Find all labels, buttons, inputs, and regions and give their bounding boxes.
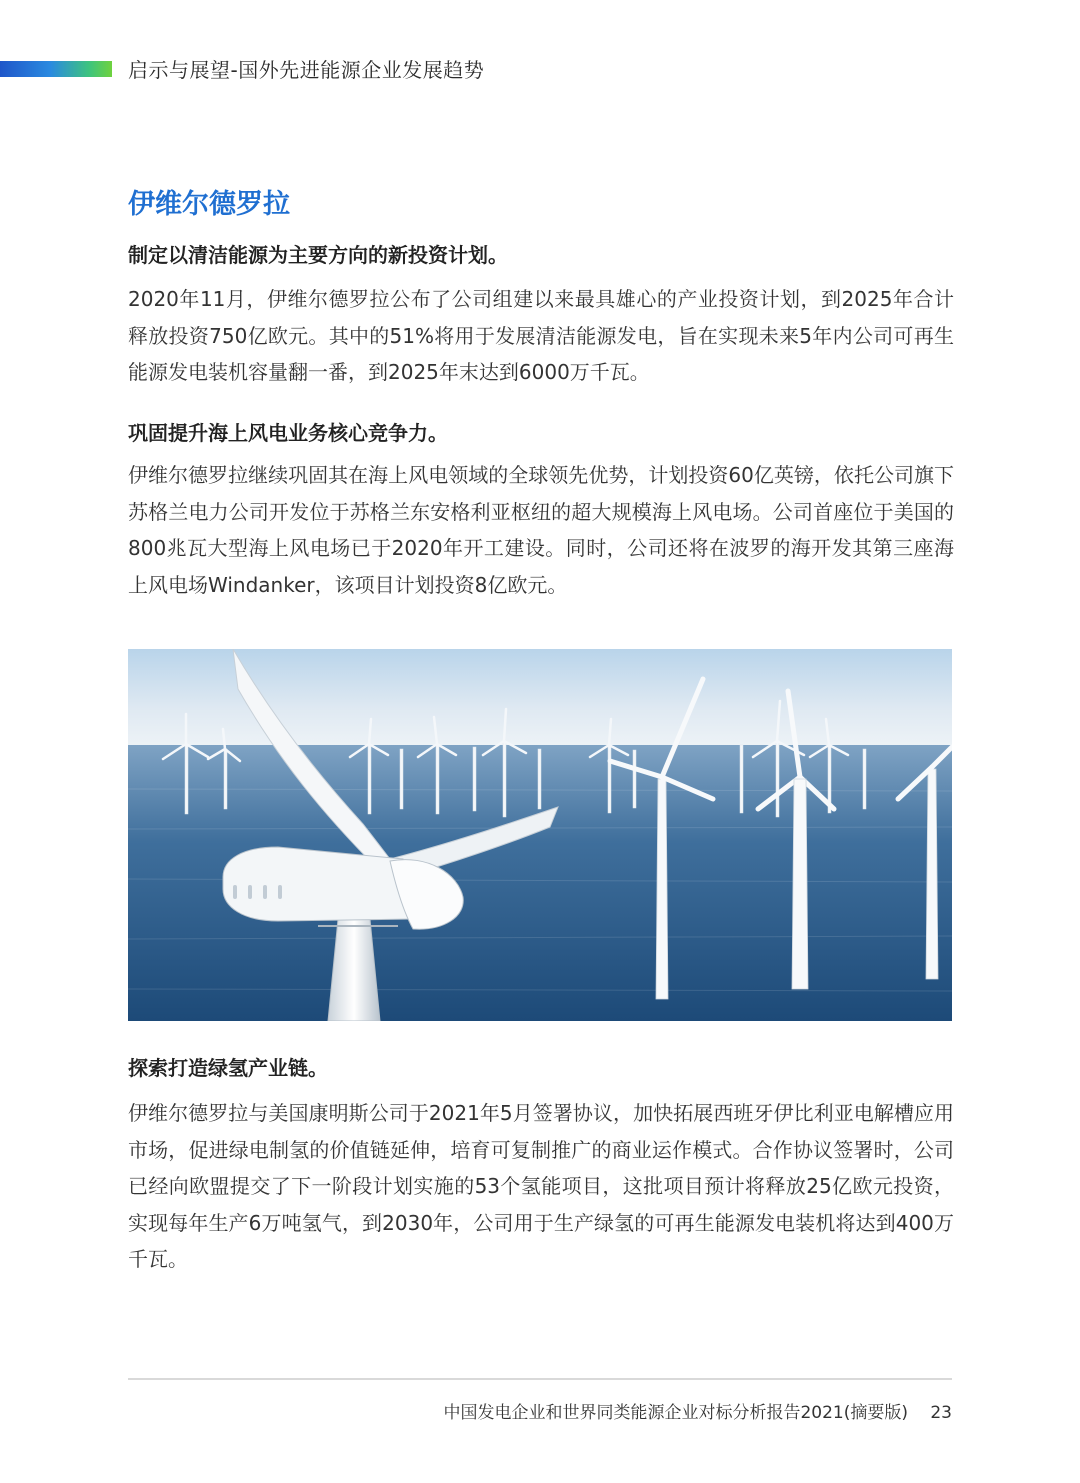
paragraph-investment-plan: 2020年11月，伊维尔德罗拉公布了公司组建以来最具雄心的产业投资计划，到2025年合计释放投资750亿欧元。其中的51%将用于发展清洁能源发电，旨在实现未来5年内公司可再生能源发电装机容量翻一番，到2025年末达到6000万千瓦。: [128, 287, 954, 384]
subheading-offshore-wind: 巩固提升海上风电业务核心竞争力。: [128, 421, 448, 445]
subheading-investment-plan: 制定以清洁能源为主要方向的新投资计划。: [128, 243, 508, 267]
section-title: 伊维尔德罗拉: [128, 189, 290, 220]
page-number: 23: [930, 1403, 952, 1423]
footer-report-title: 中国发电企业和世界同类能源企业对标分析报告2021(摘要版): [443, 1403, 908, 1423]
header-accent-bar: [0, 61, 112, 77]
footer-divider: [128, 1378, 952, 1380]
paragraph-offshore-wind: 伊维尔德罗拉继续巩固其在海上风电领域的全球领先优势，计划投资60亿英镑，依托公司旗下苏格兰电力公司开发位于苏格兰东安格利亚枢纽的超大规模海上风电场。公司首座位于美国的800兆瓦大型海上风电场已于2020年开工建设。同时，公司还将在波罗的海开发其第三座海上风电场Windanker，该项目计划投资8亿欧元。: [128, 463, 954, 597]
paragraph-green-hydrogen: 伊维尔德罗拉与美国康明斯公司于2021年5月签署协议，加快拓展西班牙伊比利亚电解槽应用市场，促进绿电制氢的价值链延伸，培育可复制推广的商业运作模式。合作协议签署时，公司已经向欧盟提交了下一阶段计划实施的53个氢能项目，这批项目预计将释放25亿欧元投资，实现每年生产6万吨氢气，到2030年，公司用于生产绿氢的可再生能源发电装机将达到400万千瓦。: [128, 1101, 954, 1271]
subheading-green-hydrogen: 探索打造绿氢产业链。: [128, 1056, 328, 1080]
running-header: 启示与展望-国外先进能源企业发展趋势: [128, 58, 485, 82]
offshore-wind-farm-photo: [128, 649, 952, 1021]
